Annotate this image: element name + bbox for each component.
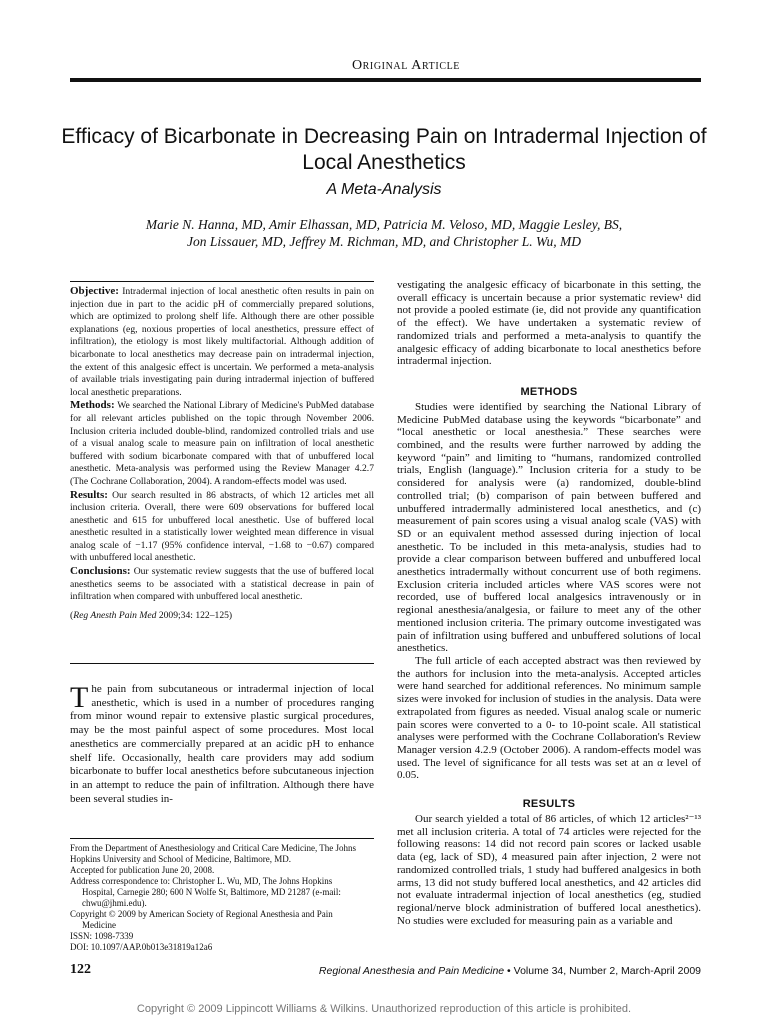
abstract-results — [70, 489, 374, 566]
abstract-methods — [70, 399, 374, 488]
abstract-top-rule — [70, 281, 374, 282]
intro-paragraph — [70, 683, 374, 806]
journal-name: Regional Anesthesia and Pain Medicine — [318, 965, 505, 977]
intro-continued: vestigating the analgesic efficacy of bicarbonate in this setting, the overall efficacy is uncertain because a prior systematic review¹ did not provide a pooled estimate (ie, did not provide any quantification of the effect). We have undertaken a systematic review of randomized trials and performed a meta-analysis to quantify the analgesic efficacy of adding bicarbonate to local anesthetics before intradermal injection. — [397, 279, 701, 368]
abstract-label: Methods: — [70, 399, 115, 412]
abstract-citation: (Reg Anesth Pain Med 2009;34: 122–125) — [70, 609, 233, 621]
results-paragraph: Our search yielded a total of 86 articles, of which 12 articles²⁻¹³ met all inclusion criteria. A total of 74 articles were rejected for the following reasons: 14 did not record pain scores or lacked usable data (eg, lack of SD), 4 measured pain after injection, 2 were not randomized controlled trials, 1 study had buffered analgesics in both arms, 13 did not study buffered local anesthetics, and 42 articles did not evaluate intradermal injection of local anesthetics (eg, studied regional/nerve block administration of buffered local anesthetics). No studies were excluded for measuring pain as a variable and — [397, 813, 701, 927]
section-label: Original Article — [351, 58, 460, 73]
abstract-text: We searched the National Library of Medicine's PubMed database for all relevant articles published on the topic through November 2006. Inclusion criteria included double-blind, randomized controlled trials and use of a visual analog scale to measure pain on infiltration of local anesthetic buffered with sodium bicarbonate compared with that of unbuffered local anesthetic. Meta-analysis was performed using the Review Manager 4.2.7 (The Cochrane Collaboration, 2004). A random-effects model was used. — [70, 400, 374, 487]
doi: DOI: 10.1097/AAP.0b013e31819a12a6 — [70, 942, 213, 952]
drop-cap: T — [70, 681, 89, 714]
copyright-notice: Copyright © 2009 Lippincott Williams & Wilkins. Unauthorized reproduction of this article is prohibited. — [136, 1003, 632, 1015]
article-title: Efficacy of Bicarbonate in Decreasing Pain on Intradermal Injection of Local Anesthetics — [61, 125, 707, 174]
correspondence: Address correspondence to: Christopher L. Wu, MD, The Johns Hopkins — [70, 876, 333, 886]
accepted-date: Accepted for publication June 20, 2008. — [70, 865, 215, 875]
header-rule — [70, 78, 701, 82]
citation-journal: Reg Anesth Pain Med — [73, 609, 157, 621]
author-line: Jon Lissauer, MD, Jeffrey M. Richman, MD, and Christopher L. Wu, MD — [187, 234, 581, 249]
page-number: 122 — [70, 962, 91, 977]
author-list — [60, 216, 708, 250]
methods-heading: METHODS — [520, 385, 578, 398]
journal-footer — [280, 965, 701, 977]
affiliation: From the Department of Anesthesiology and Critical Care Medicine, The Johns Hopkins University and School of Medicine, Baltimore, MD. — [70, 843, 357, 864]
abstract-text: Intradermal injection of local anesthetic often results in pain on injection due in part to the acidic pH of commercially prepared solutions, which are optimized to prolong shelf life. Although there are other possible explanations (eg, noxious properties of local anesthetics, pressure effect of infiltration), the etiology is most likely multifactorial. Although addition of bicarbonate to local anesthetics may decrease pain on intradermal injection, the extent of this analgesic effect is uncertain. We performed a meta-analysis of available trials investigating pain during intradermal injection of buffered local anesthetic preparations. — [70, 286, 374, 398]
abstract — [70, 285, 374, 622]
methods-paragraph: The full article of each accepted abstract was then reviewed by the authors for inclusion into the meta-analysis. Accepted articles were hand searched for additional references. No minimum sample sizes were invoked for inclusion of studies in the analysis. Data were extrapolated from figures as needed. Visual analog scale or numeric pain scores were converted to a 0- to 10-point scale. All statistical analyses were performed with the Cochrane Collaboration's Review Manager version 4.2.9 (October 2006). A random-effects model was used. The level of significance for all tests was set at an α level of 0.05. — [397, 654, 701, 782]
issn: ISSN: 1098-7339 — [70, 931, 134, 941]
right-column — [397, 279, 701, 927]
abstract-label: Results: — [70, 488, 108, 501]
issue-info: Volume 34, Number 2, March-April 2009 — [513, 965, 701, 977]
author-line: Marie N. Hanna, MD, Amir Elhassan, MD, Patricia M. Veloso, MD, Maggie Lesley, BS, — [145, 217, 623, 232]
article-subtitle: A Meta-Analysis — [326, 181, 442, 198]
citation-details: 2009;34: 122–125) — [156, 609, 233, 621]
abstract-text: Our search resulted in 86 abstracts, of which 12 articles met all inclusion criteria. Overall, there were 609 observations for buffered local anesthetic and 615 for unbuffered local anesthetic. Use of buffered local anesthetic resulted in a statistically lower weighted mean difference in visual analog scale of −1.17 (95% confidence interval, −1.68 to −0.67) compared with unbuffered local anesthetic. — [70, 489, 374, 564]
abstract-text: Our systematic review suggests that the use of buffered local anesthetics seems to be associated with a statistical decrease in pain of infiltration when compared with unbuffered local anesthetic. — [70, 566, 375, 603]
intro-text: he pain from subcutaneous or intradermal injection of local anesthetic, which is used in a number of procedures ranging from minor wound repair to extensive plastic surgical procedures, may be the most painful aspect of some procedures. Most local anesthetics are commercially prepared at an acidic pH to enhance shelf life. Occasionally, health care providers may add sodium bicarbonate to buffer local anesthetics before subcutaneous injection in an attempt to reduce the pain of infiltration. Although there have been several studies in- — [70, 683, 374, 805]
footnote — [70, 843, 374, 953]
copyright-line-cont: Medicine — [82, 920, 116, 930]
abstract-conclusions — [70, 565, 374, 604]
abstract-label: Conclusions: — [70, 565, 131, 578]
footnote-rule — [70, 838, 374, 839]
footer-separator: • — [504, 965, 514, 977]
abstract-bottom-rule — [70, 663, 374, 664]
abstract-objective — [70, 285, 374, 399]
abstract-label: Objective: — [70, 285, 119, 297]
correspondence-address: Hospital, Carnegie 280; 600 N Wolfe St, Baltimore, MD 21287 (e-mail: chwu@jhmi.edu). — [82, 887, 341, 908]
copyright-line: Copyright © 2009 by American Society of Regional Anesthesia and Pain — [70, 909, 333, 919]
methods-paragraph: Studies were identified by searching the National Library of Medicine PubMed database using the keywords “bicarbonate” and “local anesthetic or local anesthesia.” These searches were combined, and the results were further narrowed by adding the keyword “pain” and limiting to “humans, randomized controlled trials, English (language).” Inclusion criteria for a study to be considered for analysis were (a) randomized, double-blind controlled trial; (b) comparison of pain between buffered and unbuffered intradermally administered local anesthetics, and (c) measurement of pain scores using a visual analog scale (VAS) with SD or an equivalent method assessed during injection of local anesthetic. To be included in this meta-analysis, studies had to provide a clear comparison between buffered and unbuffered local anesthetics intradermally without concurrent use of both regimens. Exclusion criteria included articles where VAS scores were not recorded, use of buffered local analgesics intravenously or in regional anesthesia/analgesia, or failure to meet any of the other mentioned inclusion criteria. The primary outcome investigated was pain of infiltration using buffered and unbuffered solutions of local anesthetics. — [397, 400, 701, 655]
results-heading: RESULTS — [522, 798, 576, 811]
